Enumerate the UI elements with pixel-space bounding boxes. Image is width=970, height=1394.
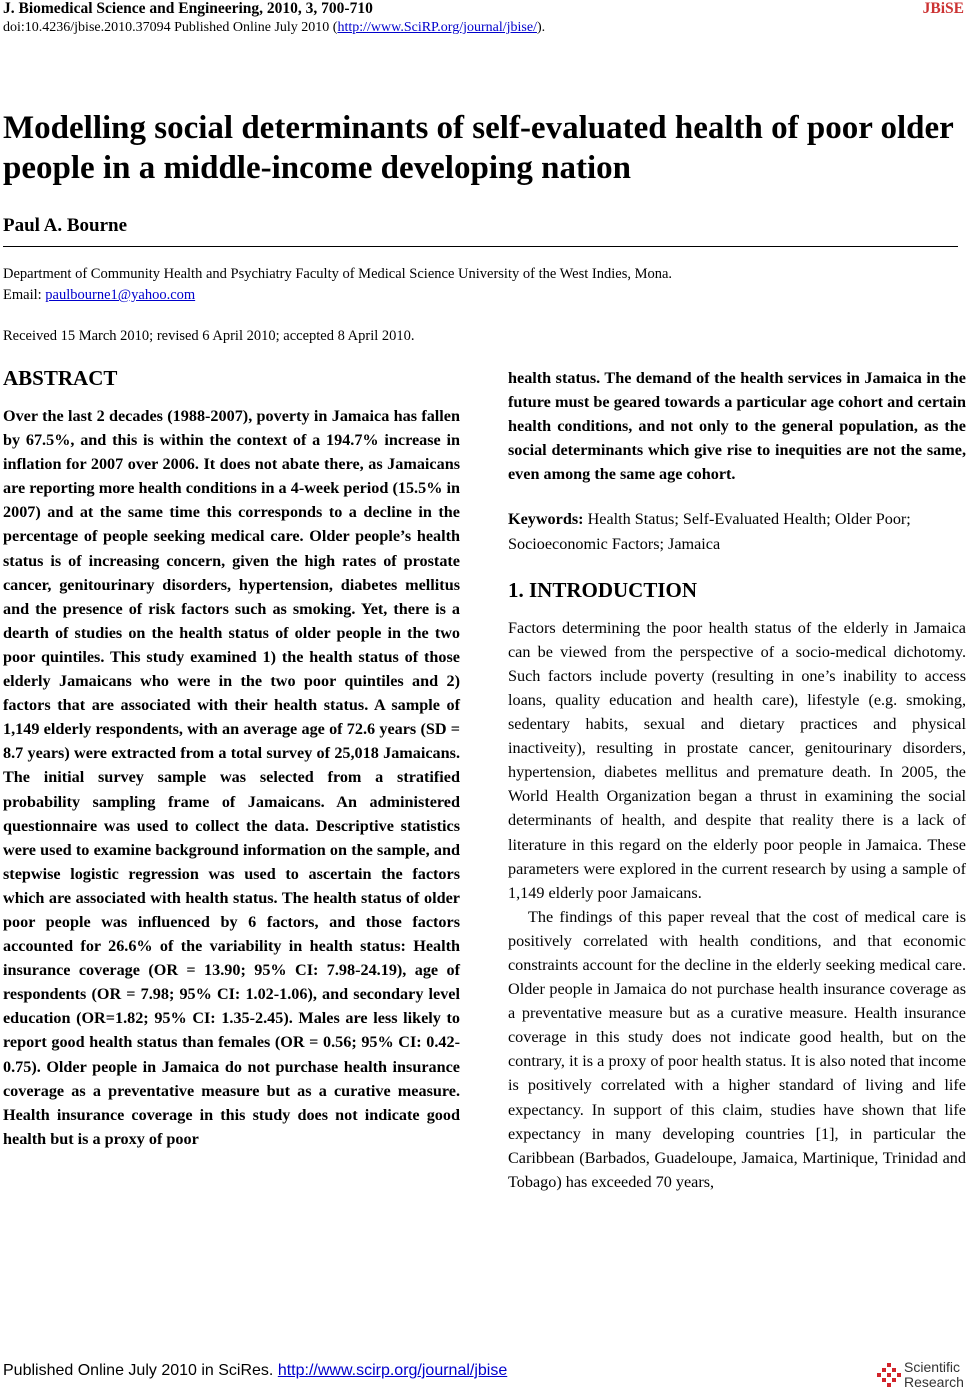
keywords-label: Keywords: xyxy=(508,510,584,529)
abstract-text: Over the last 2 decades (1988-2007), poverty in Jamaica has fallen by 67.5%, and this is within the context of a 194.7% increase in inflation for 2007 over 2006. It does not abate there, as Jamaicans are reporting more health conditions in a 4-week period (15.5% in 2007) and at the same time this corresponds to a decline in the percentage of people seeking medical care. Older people’s health status is of increasing concern, given the high rates of prostate cancer, genitourinary disorders, hypertension, diabetes mellitus and the presence of risk factors such as smoking. Yet, there is a dearth of studies on the health status of older people in the two poor quintiles. This study examined 1) the health status of those elderly Jamaicans who were in the two poor quintiles and 2) factors that are associated with their health status. A sample of 1,149 elderly respondents, with an average age of 72.6 years (SD = 8.7 years) were extracted from a total survey of 25,018 Jamaicans. The initial survey sample was selected from a stratified probability sampling frame of Jamaicans. An administered questionnaire was used to collect the data. Descriptive statistics were used to examine background information on the sample, and stepwise logistic regression was used to ascertain the factors which are associated with health status. The health status of older poor people was influenced by 6 factors, and those factors accounted for 26.6% of the variability in health status: Health insurance coverage (OR = 13.90; 95% CI: 7.98-24.19), age of respondents (OR = 7.98; 95% CI: 1.02-1.06), and secondary level education (OR=1.82; 95% CI: 1.35-2.45). Males are less likely to report good health status than females (OR = 0.56; 95% CI: 0.42-0.75). Older people in Jamaica do not purchase health insurance coverage as a preventative measure but as a curative measure. Health insurance coverage in this study does not indicate good health but is a proxy of poor xyxy=(3,407,460,1148)
right-column xyxy=(508,366,966,1194)
journal-acronym: JBiSE xyxy=(922,0,964,17)
email-link[interactable]: paulbourne1@yahoo.com xyxy=(45,287,196,303)
left-column xyxy=(3,364,460,1151)
paper-title: Modelling social determinants of self-evaluated health of poor older people in a middle-income developing nation xyxy=(3,110,954,186)
logo-line-2: Research xyxy=(904,1374,964,1390)
doi-prefix: doi:10.4236/jbise.2010.37094 Published Online July 2010 ( xyxy=(3,20,338,35)
author-name: Paul A. Bourne xyxy=(3,215,128,236)
keywords xyxy=(508,507,966,555)
abstract-text-continued: health status. The demand of the health services in Jamaica in the future must be geared towards a particular age cohort and certain health conditions, and not only to the general population, as the social determinants which give rise to inequities are not the same, even among the same age cohort. xyxy=(508,369,966,484)
logo-wordmark xyxy=(904,1360,964,1390)
footer-journal-link[interactable]: http://www.scirp.org/journal/jbise xyxy=(277,1362,508,1379)
footer-text: Published Online July 2010 in SciRes. xyxy=(3,1362,278,1379)
received-dates: Received 15 March 2010; revised 6 April 2010; accepted 8 April 2010. xyxy=(3,328,415,344)
footer-line xyxy=(3,1362,507,1380)
logo-line-1: Scientific xyxy=(904,1359,961,1375)
scirp-logo-icon xyxy=(876,1362,902,1390)
author-email-line xyxy=(3,287,195,304)
scientific-research-logo xyxy=(876,1360,968,1392)
title-divider xyxy=(3,246,958,247)
email-label: Email: xyxy=(3,287,46,303)
introduction-paragraph-2: The findings of this paper reveal that the cost of medical care is positively correlated with health conditions, and that economic constraints account for the decline in the elderly seeking medical care. Older people in Jamaica do not purchase health insurance coverage as a preventative measure but as a curative measure. Health insurance coverage in this study does not indicate good health, but on the contrary, it is a proxy of poor health status. It is also noted that income is positively correlated with a higher standard of living and life expectancy. In support of this claim, studies have shown that life expectancy in many developing countries [1], in particular the Caribbean (Barbados, Guadeloupe, Jamaica, Martinique, Trinidad and Tobago) has exceeded 70 years, xyxy=(508,907,966,1191)
doi-suffix: ). xyxy=(536,20,546,35)
author-affiliation: Department of Community Health and Psychiatry Faculty of Medical Science University of the West Indies, Mona. xyxy=(3,266,673,282)
keywords-text: Health Status; Self-Evaluated Health; Older Poor; Socioeconomic Factors; Jamaica xyxy=(508,510,911,553)
doi-line xyxy=(3,20,545,36)
introduction-heading: 1. INTRODUCTION xyxy=(508,577,698,602)
journal-url-link[interactable]: http://www.SciRP.org/journal/jbise/ xyxy=(337,20,537,35)
introduction-paragraph-1: Factors determining the poor health status of the elderly in Jamaica can be viewed from the perspective of a socio-medical dichotomy. Such factors include poverty (resulting in one’s inability to access loans, quality education and health care), lifestyle (e.g. smoking, sedentary habits, sexual and dietary practices and physical inactiveity), resulting in prostate cancer, genitourinary disorders, hypertension, diabetes mellitus and premature death. In 2005, the World Health Organization began a thrust in examining the social determinants of health, and despite that reality there is a lack of literature in this regard on the elderly poor people in Jamaica. These parameters were explored in the current research by using a sample of 1,149 elderly poor Jamaicans. xyxy=(508,618,966,902)
journal-citation: J. Biomedical Science and Engineering, 2010, 3, 700-710 xyxy=(3,0,373,17)
abstract-heading: ABSTRACT xyxy=(3,366,118,390)
